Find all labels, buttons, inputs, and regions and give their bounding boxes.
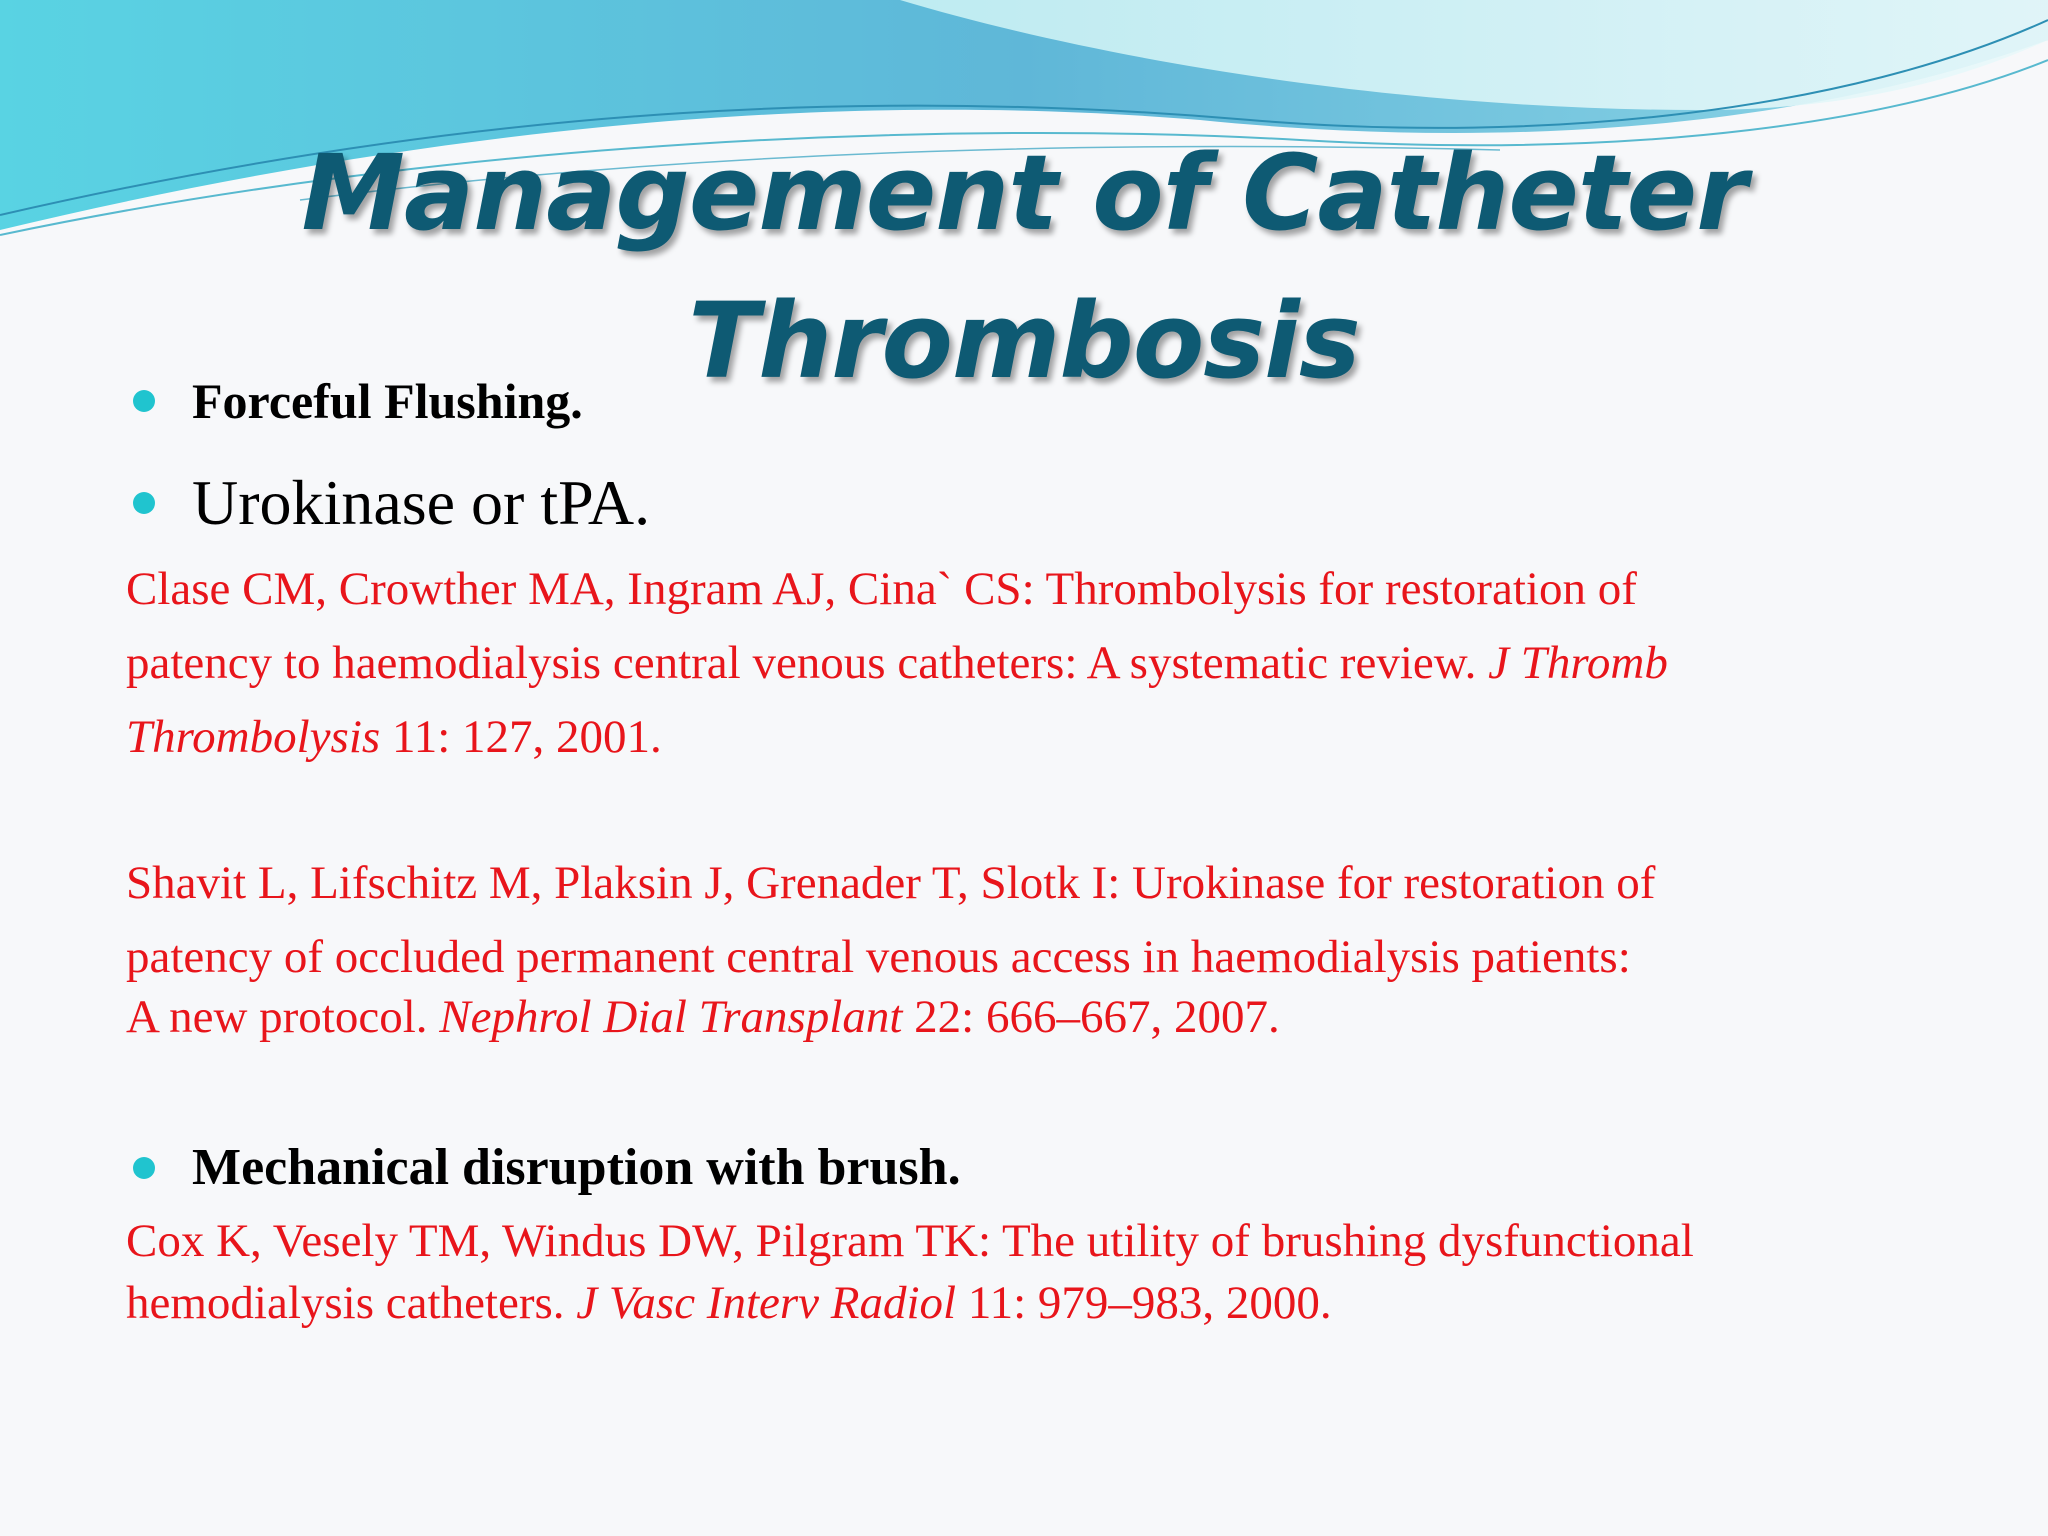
reference-text: A new protocol. — [126, 991, 440, 1043]
bullet-text: Urokinase or tPA. — [192, 467, 651, 538]
reference-line: patency of occluded permanent central venous access in haemodialysis patients: — [126, 931, 1631, 983]
reference-line: Cox K, Vesely TM, Windus DW, Pilgram TK: The utility of brushing dysfunctional — [126, 1215, 1694, 1267]
bullet-text: Forceful Flushing. — [192, 373, 583, 429]
reference-line — [126, 626, 1986, 700]
bullet-forceful-flushing — [133, 372, 583, 430]
reference-line — [126, 700, 1986, 774]
reference-line: Shavit L, Lifschitz M, Plaksin J, Grenader T, Slotk I: Urokinase for restoration of — [126, 857, 1656, 909]
journal-name: Thrombolysis — [126, 711, 381, 763]
reference-citation: 11: 127, 2001. — [380, 711, 662, 763]
journal-name: Nephrol Dial Transplant — [439, 991, 903, 1043]
bullet-mechanical-disruption — [133, 1138, 961, 1197]
bullet-dot-icon — [133, 492, 155, 514]
slide-title-line-2: Thrombosis — [688, 280, 1360, 402]
reference-shavit — [126, 846, 1986, 1054]
reference-line — [126, 980, 1986, 1054]
slide-title-line-1: Management of Catheter — [301, 132, 1747, 254]
bullet-dot-icon — [133, 390, 155, 412]
reference-citation: 22: 666–667, 2007. — [902, 991, 1280, 1043]
reference-cox — [126, 1210, 1986, 1334]
reference-clase — [126, 552, 1986, 774]
reference-citation: 11: 979–983, 2000. — [956, 1277, 1332, 1329]
journal-name: J Vasc Interv Radiol — [576, 1277, 957, 1329]
bullet-text: Mechanical disruption with brush. — [192, 1139, 961, 1196]
reference-line: Clase CM, Crowther MA, Ingram AJ, Cina` CS: Thrombolysis for restoration of — [126, 563, 1637, 615]
reference-text: hemodialysis catheters. — [126, 1277, 577, 1329]
journal-name: J Thromb — [1488, 637, 1668, 689]
bullet-urokinase — [133, 466, 650, 540]
reference-line — [126, 1272, 1986, 1334]
reference-text: patency to haemodialysis central venous catheters: A systematic review. — [126, 637, 1489, 689]
bullet-dot-icon — [133, 1157, 155, 1179]
